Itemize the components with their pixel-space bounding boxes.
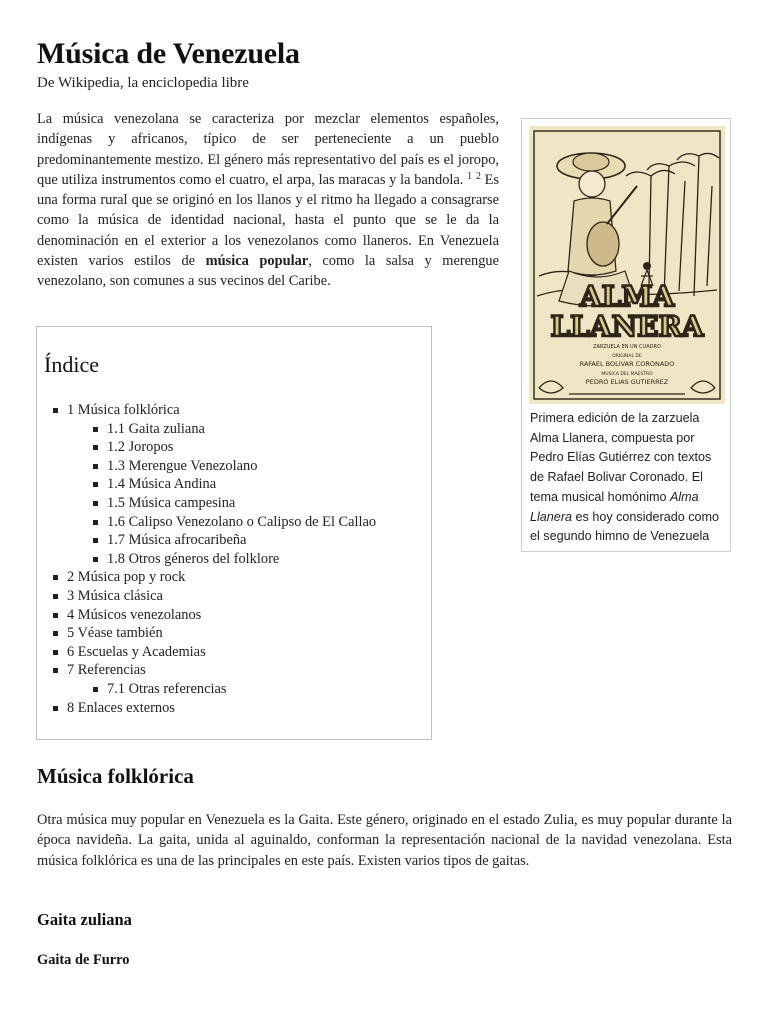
intro-paragraph <box>37 109 499 292</box>
toc-item-joropos[interactable]: 1.2 Joropos <box>107 438 376 457</box>
toc-item-otros-generos[interactable]: 1.8 Otros géneros del folklore <box>107 550 376 569</box>
intro-text-3: , como la salsa y merengue venezolano, son comunes a sus vecinos del Caribe. <box>37 253 499 290</box>
intro-text-2: Es una forma rural que se originó en los llanos y el ritmo ha llegado a consagrarse como la música de identidad nacional, hasta el punto que se le da la denominación en el exterior a los venezolanos como llaneros. En Venezuela existen varios estilos de <box>37 171 499 270</box>
section-paragraph: Otra música muy popular en Venezuela es la Gaita. Este género, originado en el estado Zulia, es muy popular durante la época navideña. La gaita, unida al aguinaldo, conforman la representación nacional de la navidad venezolana. Esta música folklórica es una de las principales en este país. Existen varios tipos de gaitas. <box>37 812 732 869</box>
reference-link-2[interactable]: 2 <box>475 170 481 182</box>
toc-item-musica-folklorica[interactable]: 1 Música folklórica <box>67 401 376 420</box>
poster-line-e: PEDRO ELIAS GUTIERREZ <box>585 378 669 386</box>
toc-item-musica-andina[interactable]: 1.4 Música Andina <box>107 475 376 494</box>
toc-item-musica-pop-rock[interactable]: 2 Música pop y rock <box>67 568 376 587</box>
poster-line-c: RAFAEL BOLIVAR CORONADO <box>579 360 675 368</box>
infobox-thumbnail <box>521 118 731 552</box>
subsection-heading-gaita-zuliana: Gaita zuliana <box>37 910 132 929</box>
image-caption <box>530 409 726 547</box>
toc-item-merengue-venezolano[interactable]: 1.3 Merengue Venezolano <box>107 457 376 476</box>
toc-item-vease-tambien[interactable]: 5 Véase también <box>67 624 376 643</box>
intro-text-1: La música venezolana se caracteriza por mezclar elementos españoles, indígenas y africanos, típico de ser perteneciente a un pueblo predominantemente mestizo. El género más representativo del país es el joropo, que utiliza instrumentos como el cuatro, el arpa, las maracas y la bandola. <box>37 111 499 188</box>
toc-item-musica-clasica[interactable]: 3 Música clásica <box>67 587 376 606</box>
toc-item-otras-referencias[interactable]: 7.1 Otras referencias <box>107 680 376 699</box>
caption-text-2: es hoy considerado como el segundo himno de Venezuela <box>530 509 720 544</box>
section-heading-musica-folklorica: Música folklórica <box>37 764 194 788</box>
poster-line-d: MUSICA DEL MAESTRO <box>601 372 653 377</box>
poster-title-line-1: ALMA <box>579 280 675 313</box>
table-of-contents <box>36 326 432 740</box>
caption-italic-title: Alma Llanera <box>530 489 699 524</box>
toc-item-musicos-venezolanos[interactable]: 4 Músicos venezolanos <box>67 606 376 625</box>
toc-list <box>67 401 376 717</box>
toc-item-escuelas-academias[interactable]: 6 Escuelas y Academias <box>67 643 376 662</box>
toc-item-gaita-zuliana[interactable]: 1.1 Gaita zuliana <box>107 420 376 439</box>
poster-line-b: ORIGINAL DE <box>612 354 642 359</box>
toc-title: Índice <box>44 352 99 377</box>
musica-popular-link[interactable]: música popular <box>205 253 309 270</box>
toc-item-enlaces-externos[interactable]: 8 Enlaces externos <box>67 699 376 718</box>
poster-title-line-2: LLANERA <box>550 310 704 343</box>
page-title: Música de Venezuela <box>37 37 300 70</box>
subsubsection-heading-gaita-de-furro: Gaita de Furro <box>37 952 130 968</box>
toc-item-referencias[interactable]: 7 Referencias <box>67 661 376 680</box>
alma-llanera-poster-image[interactable] <box>529 126 725 404</box>
toc-item-musica-campesina[interactable]: 1.5 Música campesina <box>107 494 376 513</box>
page-subtitle: De Wikipedia, la enciclopedia libre <box>37 75 249 91</box>
toc-item-calipso-venezolano[interactable]: 1.6 Calipso Venezolano o Calipso de El Callao <box>107 513 377 530</box>
caption-text-1: Primera edición de la zarzuela Alma Llanera, compuesta por Pedro Elías Gutiérrez con textos de Rafael Bolivar Coronado. El tema musical homónimo <box>530 411 712 504</box>
reference-link-1[interactable]: 1 <box>467 170 473 182</box>
poster-line-a: ZARZUELA EN UN CUADRO <box>593 344 661 350</box>
toc-item-musica-afrocaribena[interactable]: 1.7 Música afrocaribeña <box>107 531 376 550</box>
